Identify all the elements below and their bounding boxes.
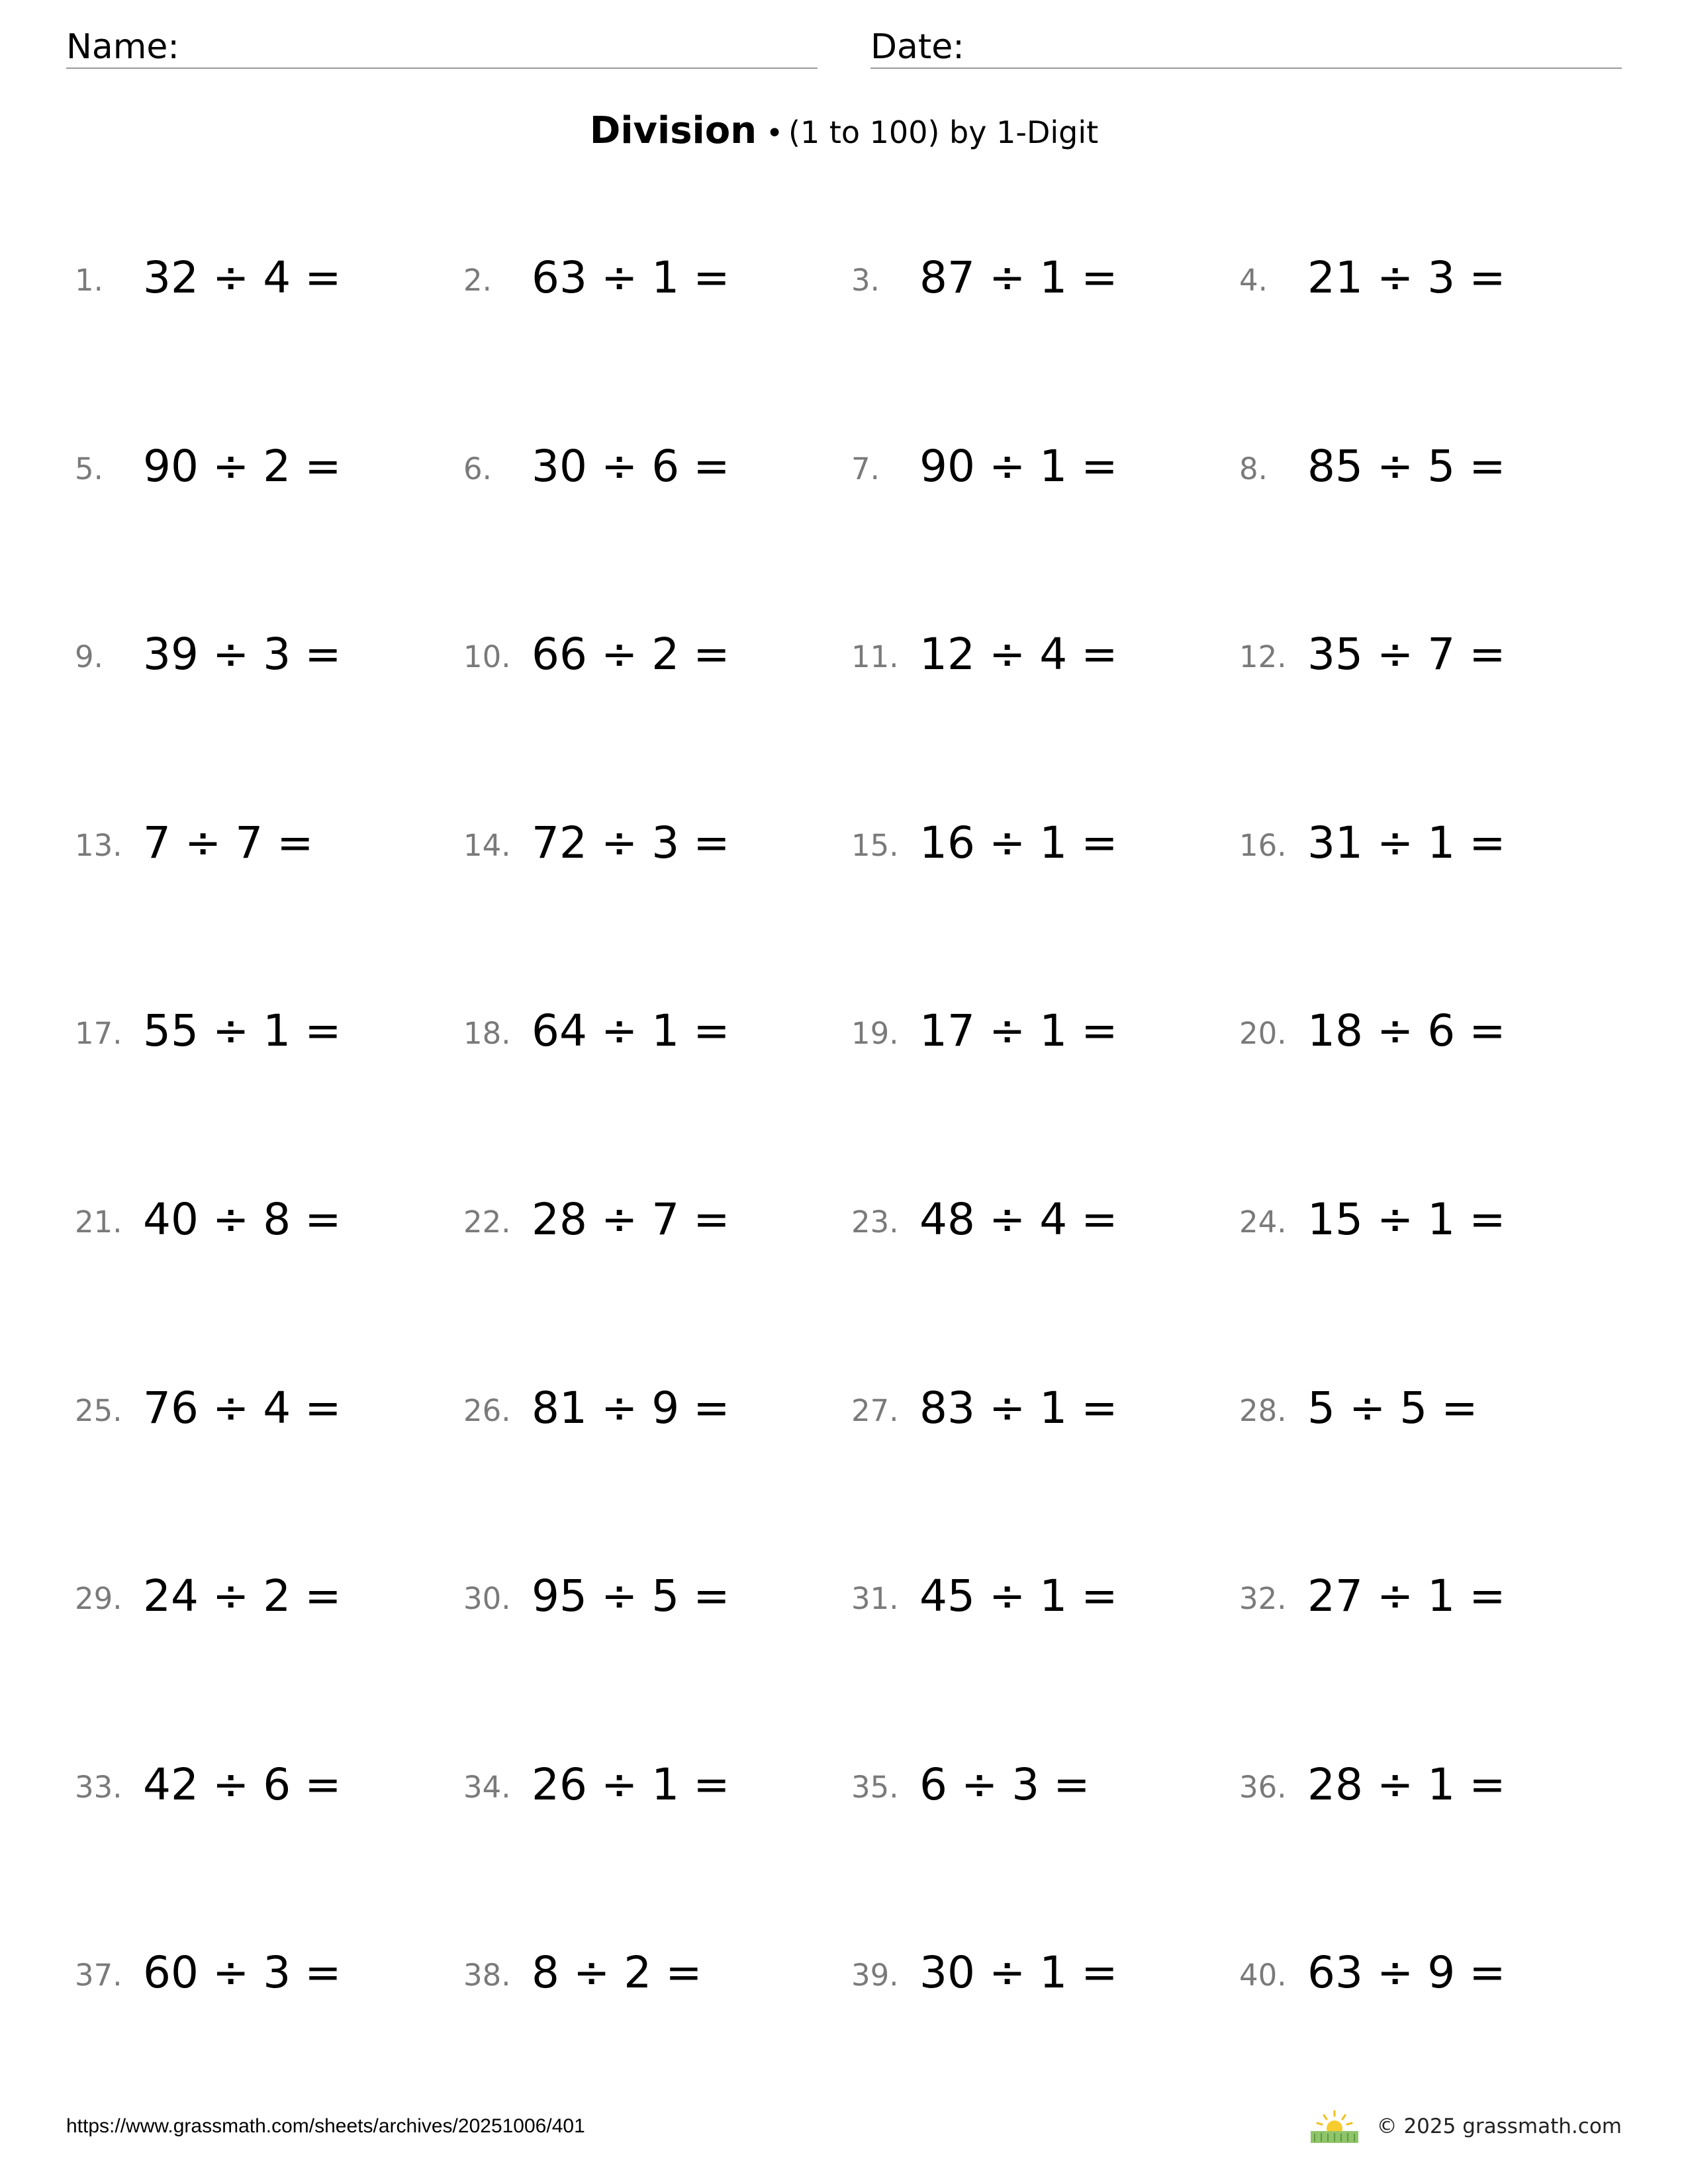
problem-expression: 28 ÷ 1 = [1307,1759,1506,1810]
problem-expression: 12 ÷ 4 = [919,629,1118,680]
problem-item [75,999,445,1066]
problem-expression: 63 ÷ 9 = [1307,1947,1506,1998]
problem-item [75,1188,445,1254]
problem-item [75,435,445,501]
date-label: Date: [870,27,964,67]
problem-number: 26. [463,1393,511,1428]
problem-item [463,435,834,501]
problem-number: 35. [851,1770,899,1805]
problem-number: 32. [1239,1581,1287,1616]
problem-number: 17. [75,1016,122,1051]
problem-number: 15. [851,828,899,863]
problem-item [851,246,1222,312]
problem-expression: 30 ÷ 1 = [919,1947,1118,1998]
problem-item [851,1565,1222,1631]
problem-number: 12. [1239,639,1287,674]
title-main: Division [589,109,757,152]
problem-expression: 32 ÷ 4 = [143,252,342,303]
problem-expression: 26 ÷ 1 = [532,1759,730,1810]
problem-number: 5. [75,451,103,486]
problem-number: 36. [1239,1770,1287,1805]
problem-number: 37. [75,1958,122,1993]
problem-expression: 8 ÷ 2 = [532,1947,702,1998]
problem-expression: 24 ÷ 2 = [143,1570,342,1621]
problem-number: 34. [463,1770,511,1805]
problem-number: 23. [851,1205,899,1240]
problem-expression: 83 ÷ 1 = [919,1383,1118,1433]
problem-item [75,1753,445,1819]
problem-item [463,246,834,312]
problem-number: 39. [851,1958,899,1993]
problem-item [851,1377,1222,1443]
title-subtitle: (1 to 100) by 1-Digit [788,114,1099,150]
problem-number: 13. [75,828,122,863]
problem-expression: 63 ÷ 1 = [532,252,730,303]
problem-number: 11. [851,639,899,674]
problem-expression: 45 ÷ 1 = [919,1570,1118,1621]
problem-expression: 60 ÷ 3 = [143,1947,342,1998]
problem-expression: 15 ÷ 1 = [1307,1194,1506,1245]
problem-expression: 27 ÷ 1 = [1307,1570,1506,1621]
problem-expression: 7 ÷ 7 = [143,817,314,868]
problem-item [1239,1377,1610,1443]
problem-number: 8. [1239,451,1268,486]
problem-number: 22. [463,1205,511,1240]
problem-item [851,1753,1222,1819]
problem-item [851,811,1222,878]
problem-expression: 85 ÷ 5 = [1307,441,1506,492]
problem-number: 3. [851,263,880,298]
problem-expression: 17 ÷ 1 = [919,1005,1118,1056]
problem-number: 33. [75,1770,122,1805]
problem-number: 25. [75,1393,122,1428]
problem-number: 27. [851,1393,899,1428]
problem-item [75,1565,445,1631]
problem-number: 24. [1239,1205,1287,1240]
sun-over-grass-icon [1311,2110,1358,2143]
footer-brand [1311,2109,1622,2144]
problem-expression: 16 ÷ 1 = [919,817,1118,868]
problem-item [851,1941,1222,2007]
problem-item [1239,1753,1610,1819]
problem-item [1239,1188,1610,1254]
problem-expression: 30 ÷ 6 = [532,441,730,492]
problem-item [851,435,1222,501]
problem-item [75,1941,445,2007]
problem-number: 16. [1239,828,1287,863]
problem-item [75,811,445,878]
problem-number: 30. [463,1581,511,1616]
problem-expression: 5 ÷ 5 = [1307,1383,1478,1433]
problem-item [463,1565,834,1631]
problem-number: 29. [75,1581,122,1616]
problem-expression: 35 ÷ 7 = [1307,629,1506,680]
problem-item [75,1377,445,1443]
problem-expression: 95 ÷ 5 = [532,1570,730,1621]
problem-number: 38. [463,1958,511,1993]
problem-expression: 76 ÷ 4 = [143,1383,342,1433]
problem-expression: 48 ÷ 4 = [919,1194,1118,1245]
problem-item [1239,999,1610,1066]
problem-expression: 66 ÷ 2 = [532,629,730,680]
problem-number: 31. [851,1581,899,1616]
problem-item [463,1941,834,2007]
problem-expression: 21 ÷ 3 = [1307,252,1506,303]
problem-item [1239,246,1610,312]
problem-item [463,1377,834,1443]
problem-number: 28. [1239,1393,1287,1428]
problem-expression: 90 ÷ 1 = [919,441,1118,492]
problem-item [1239,1941,1610,2007]
problem-number: 9. [75,639,103,674]
problem-number: 14. [463,828,511,863]
problem-item [1239,1565,1610,1631]
problem-expression: 55 ÷ 1 = [143,1005,342,1056]
problem-expression: 90 ÷ 2 = [143,441,342,492]
problem-item [463,1188,834,1254]
problem-expression: 42 ÷ 6 = [143,1759,342,1810]
problem-number: 1. [75,263,103,298]
problem-expression: 81 ÷ 9 = [532,1383,730,1433]
problem-item [75,623,445,689]
problem-number: 10. [463,639,511,674]
problem-item [851,623,1222,689]
name-field[interactable] [66,26,818,69]
problem-item [75,246,445,312]
date-field[interactable] [870,26,1622,69]
problem-expression: 39 ÷ 3 = [143,629,342,680]
problem-item [463,623,834,689]
problem-item [1239,811,1610,878]
problem-expression: 87 ÷ 1 = [919,252,1118,303]
problem-number: 6. [463,451,492,486]
footer-copyright: © 2025 grassmath.com [1376,2115,1622,2138]
name-label: Name: [66,27,179,67]
problem-number: 40. [1239,1958,1287,1993]
problem-item [851,999,1222,1066]
problem-expression: 64 ÷ 1 = [532,1005,730,1056]
problem-item [463,1753,834,1819]
problem-item [851,1188,1222,1254]
problem-item [463,999,834,1066]
problem-item [1239,623,1610,689]
problem-item [1239,435,1610,501]
problem-number: 21. [75,1205,122,1240]
worksheet-title [0,105,1688,166]
footer-url: https://www.grassmath.com/sheets/archives/20251006/401 [66,2115,585,2137]
problem-expression: 31 ÷ 1 = [1307,817,1506,868]
title-separator: • [766,116,784,150]
problem-number: 20. [1239,1016,1287,1051]
problem-expression: 6 ÷ 3 = [919,1759,1090,1810]
problem-number: 2. [463,263,492,298]
problem-number: 19. [851,1016,899,1051]
problem-number: 4. [1239,263,1268,298]
problem-expression: 18 ÷ 6 = [1307,1005,1506,1056]
problem-expression: 40 ÷ 8 = [143,1194,342,1245]
problem-number: 18. [463,1016,511,1051]
problem-expression: 28 ÷ 7 = [532,1194,730,1245]
problem-number: 7. [851,451,880,486]
problem-item [463,811,834,878]
problem-expression: 72 ÷ 3 = [532,817,730,868]
